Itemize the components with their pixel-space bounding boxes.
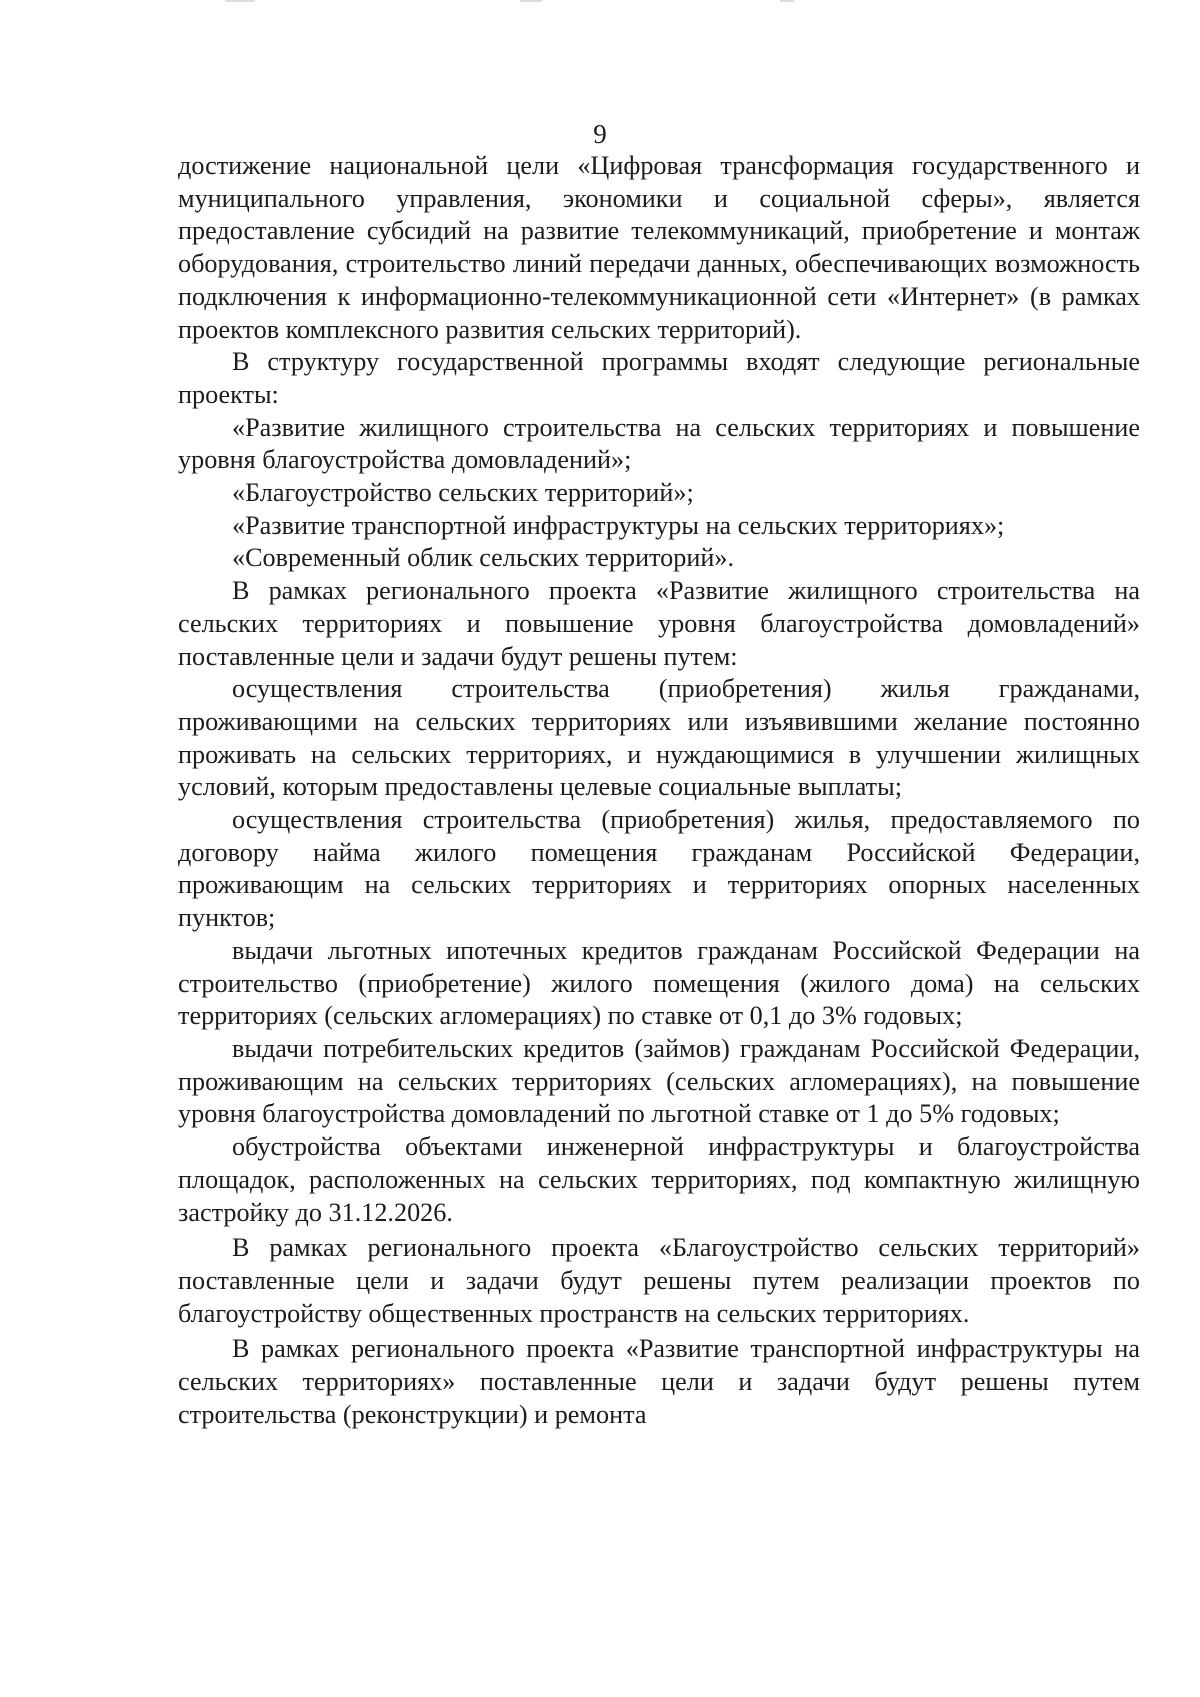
scan-edge-mark-top-left — [225, 0, 255, 2]
body-text — [178, 150, 1140, 1431]
paragraph: В структуру государственной программы входят следующие региональные проекты: — [178, 347, 1140, 409]
paragraph: обустройства объектами инженерной инфраструктуры и благоустройства площадок, расположенных на сельских территориях, под компактную жилищную застройку до 31.12.2026. — [178, 1132, 1140, 1227]
paragraph: В рамках регионального проекта «Развитие транспортной инфраструктуры на сельских территориях» поставленные цели и задачи будут решены путем строительства (реконструкции) и ремонта — [178, 1334, 1140, 1429]
paragraph: «Развитие жилищного строительства на сельских территориях и повышение уровня благоустройства домовладений»; — [178, 412, 1140, 475]
paragraph: осуществления строительства (приобретения) жилья гражданами, проживающими на сельских территориях или изъявившими желание постоянно проживать на сельских территориях, и нуждающимися в улучшении жилищных условий, которым предоставлены целевые социальные выплаты; — [178, 674, 1140, 802]
scan-edge-mark-top-right — [780, 0, 794, 2]
paragraph: выдачи льготных ипотечных кредитов гражданам Российской Федерации на строительство (приобретение) жилого помещения (жилого дома) на сельских территориях (сельских агломерациях) по ставке от 0,1 до 3% годовых; — [178, 935, 1140, 1031]
paragraph: осуществления строительства (приобретения) жилья, предоставляемого по договору найма жилого помещения гражданам Российской Федерации, проживающим на сельских территориях и территориях опорных населенных пунктов; — [178, 805, 1140, 933]
paragraph: В рамках регионального проекта «Благоустройство сельских территорий» поставленные цели и задачи будут решены путем реализации проектов по благоустройству общественных пространств на сельских территориях. — [178, 1233, 1140, 1328]
scan-edge-mark-top-center — [520, 0, 542, 2]
paragraph: «Современный облик сельских территорий». — [232, 543, 735, 573]
paragraph: «Развитие транспортной инфраструктуры на сельских территориях»; — [232, 510, 1005, 540]
paragraph: «Благоустройство сельских территорий»; — [232, 478, 694, 508]
paragraph: выдачи потребительских кредитов (займов) гражданам Российской Федерации, проживающим на сельских территориях (сельских агломерациях), на повышение уровня благоустройства домовладений по льготной ставке от 1 до 5% годовых; — [178, 1033, 1140, 1129]
paragraph: В рамках регионального проекта «Развитие жилищного строительства на сельских территориях и повышение уровня благоустройства домовладений» поставленные цели и задачи будут решены путем: — [178, 576, 1140, 671]
page-number: 9 — [593, 119, 607, 149]
paragraph: достижение национальной цели «Цифровая трансформация государственного и муниципального управления, экономики и социальной сферы», является предоставление субсидий на развитие телекоммуникаций, приобретение и монтаж оборудования, строительство линий передачи данных, обеспечивающих возможность подключения к информационно-телекоммуникационной сети «Интернет» (в рамках проектов комплексного развития сельских территорий). — [178, 151, 1140, 344]
